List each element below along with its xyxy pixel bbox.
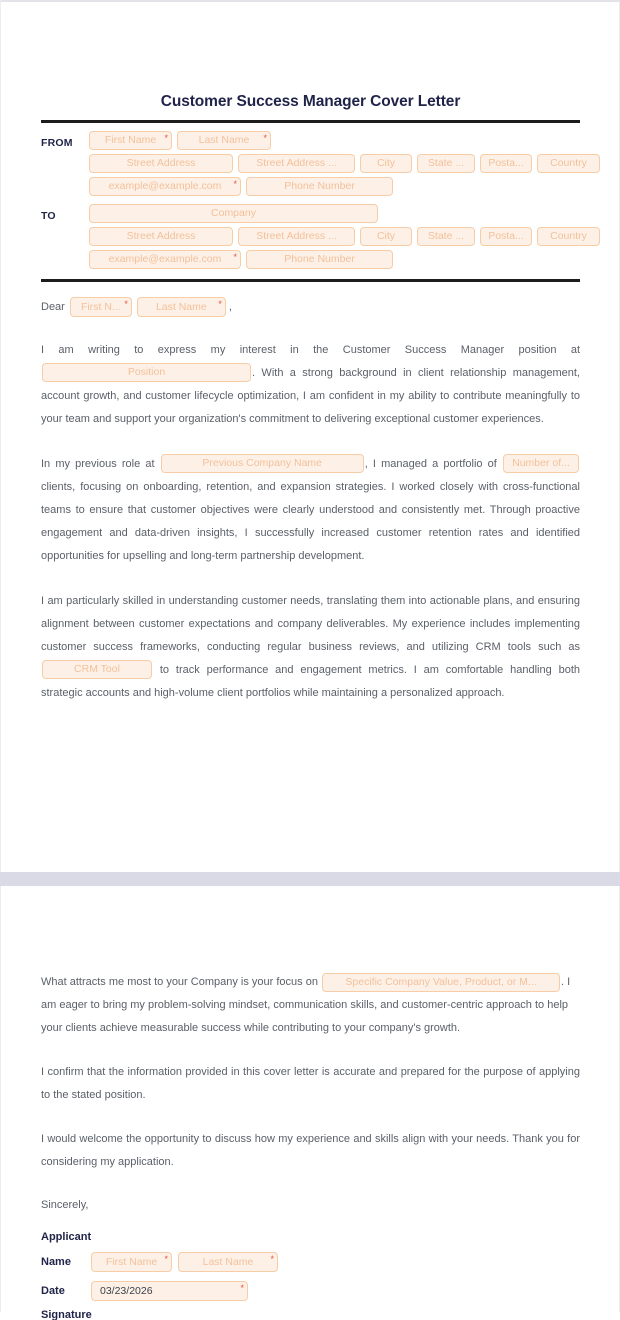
from-street-address-input[interactable]: Street Address xyxy=(89,154,233,173)
to-state-input[interactable]: State ... xyxy=(417,227,475,246)
from-contact-line xyxy=(89,177,600,196)
salutation-line xyxy=(41,282,580,317)
body-paragraph-4 xyxy=(41,886,580,1040)
p2-text-before: In my previous role at xyxy=(41,457,155,470)
to-street-address-2-input[interactable]: Street Address ... xyxy=(238,227,355,246)
required-asterisk-icon: * xyxy=(270,1254,274,1264)
salutation-first-name-input[interactable] xyxy=(70,297,132,317)
to-phone-input[interactable]: Phone Number xyxy=(246,250,393,269)
body-paragraph-5: I confirm that the information provided in this cover letter is accurate and prepared for the purpose of applying to the stated position. xyxy=(41,1066,580,1101)
crm-tool-input[interactable]: CRM Tool xyxy=(42,660,152,679)
from-first-name-placeholder: First Name xyxy=(104,134,157,146)
from-last-name-input[interactable] xyxy=(177,131,271,150)
required-asterisk-icon: * xyxy=(233,178,237,189)
to-fields-stack xyxy=(89,204,600,273)
applicant-signature-row xyxy=(41,1310,580,1320)
applicant-first-name-input[interactable] xyxy=(91,1252,172,1272)
p1-text-after: . With a strong background in client relationship management, account growth, and customer lifecycle optimization, I am confident in my ability to contribute meaningfully to your team and support your organization's commitment to delivering exceptional customer experiences. xyxy=(41,366,580,425)
salutation-greeting: Dear xyxy=(41,300,65,313)
p2-text-mid: , I managed a portfolio of xyxy=(364,457,497,470)
p4-text-before: What attracts me most to your Company is your focus on xyxy=(41,976,318,988)
from-phone-input[interactable]: Phone Number xyxy=(246,177,393,196)
from-row xyxy=(41,131,587,200)
from-postal-code-input[interactable]: Posta... xyxy=(480,154,532,173)
applicant-name-label: Name xyxy=(41,1256,71,1268)
to-company-input[interactable]: Company xyxy=(89,204,378,223)
from-address-block xyxy=(41,123,587,273)
from-city-input[interactable]: City xyxy=(360,154,412,173)
closing-salutation: Sincerely, xyxy=(41,1199,89,1211)
from-email-placeholder: example@example.com xyxy=(108,180,222,192)
to-street-address-input[interactable]: Street Address xyxy=(89,227,233,246)
previous-company-name-input[interactable]: Previous Company Name xyxy=(161,454,364,473)
required-asterisk-icon: * xyxy=(218,298,222,309)
to-row xyxy=(41,204,587,273)
required-asterisk-icon: * xyxy=(124,298,128,309)
page-title: Customer Success Manager Cover Letter xyxy=(160,93,461,110)
salutation-comma: , xyxy=(228,300,232,313)
to-address-line xyxy=(89,227,600,246)
from-first-name-input[interactable] xyxy=(89,131,172,150)
applicant-last-name-input[interactable] xyxy=(178,1252,278,1272)
applicant-date-value: 03/23/2026 xyxy=(100,1285,153,1297)
p2-text-after: clients, focusing on onboarding, retention, and expansion strategies. I worked closely with cross-functional teams to ensure that customer objectives were clearly understood and consistently met. Through proactive engagement and data-driven insights, I successfully increased customer retention rates and identified opportunities for upselling and long-term partnership development. xyxy=(41,480,580,562)
required-asterisk-icon: * xyxy=(164,132,168,143)
to-company-line xyxy=(89,204,600,223)
from-country-input[interactable]: Country xyxy=(537,154,600,173)
applicant-date-row xyxy=(41,1281,580,1301)
body-paragraph-2 xyxy=(41,431,580,568)
body-paragraph-1 xyxy=(41,317,580,431)
applicant-section-title: Applicant xyxy=(41,1231,92,1243)
specific-company-value-input[interactable]: Specific Company Value, Product, or M... xyxy=(322,973,560,992)
salutation-last-name-input[interactable] xyxy=(137,297,226,317)
required-asterisk-icon: * xyxy=(240,1283,244,1293)
p4-text-after: . I am eager to bring my problem-solving mindset, communication skills, and customer-centric approach to help your clients achieve measurable success while contributing to your company's growth. xyxy=(41,976,571,1034)
salutation-last-name-placeholder: Last Name xyxy=(155,300,207,313)
to-email-input[interactable] xyxy=(89,250,241,269)
body-paragraph-3 xyxy=(41,568,580,705)
p1-text-before: I am writing to express my interest in the Customer Success Manager position at xyxy=(41,343,580,356)
page-break-separator xyxy=(0,872,620,886)
p3-text-after: to track performance and engagement metrics. I am comfortable handling both strategic accounts and high-volume client portfolios while maintaining a personalized approach. xyxy=(41,663,580,699)
applicant-date-label: Date xyxy=(41,1285,65,1297)
to-city-input[interactable]: City xyxy=(360,227,412,246)
applicant-signature-label: Signature xyxy=(41,1310,92,1320)
applicant-first-name-placeholder: First Name xyxy=(105,1256,158,1268)
from-street-address-2-input[interactable]: Street Address ... xyxy=(238,154,355,173)
from-address-line xyxy=(89,154,600,173)
to-postal-code-input[interactable]: Posta... xyxy=(480,227,532,246)
to-label: TO xyxy=(41,209,56,222)
page-top-edge xyxy=(1,0,620,2)
from-last-name-placeholder: Last Name xyxy=(198,134,250,146)
to-contact-line xyxy=(89,250,600,269)
applicant-name-row xyxy=(41,1252,580,1272)
p3-text-before: I am particularly skilled in understanding customer needs, translating them into actionable plans, and ensuring alignment between customer expectations and company deliverables. My experience includes implementing customer success frameworks, conducting regular business reviews, and utilizing CRM tools such as xyxy=(41,594,580,653)
from-label: FROM xyxy=(41,136,73,149)
applicant-date-input[interactable] xyxy=(91,1281,248,1301)
number-of-clients-input[interactable]: Number of... xyxy=(503,454,579,473)
applicant-last-name-placeholder: Last Name xyxy=(202,1256,254,1268)
to-country-input[interactable]: Country xyxy=(537,227,600,246)
required-asterisk-icon: * xyxy=(233,251,237,262)
from-email-input[interactable] xyxy=(89,177,241,196)
required-asterisk-icon: * xyxy=(164,1254,168,1264)
from-state-input[interactable]: State ... xyxy=(417,154,475,173)
to-email-placeholder: example@example.com xyxy=(108,253,222,265)
from-name-line xyxy=(89,131,600,150)
position-input[interactable]: Position xyxy=(42,363,251,382)
salutation-first-name-placeholder: First N... xyxy=(81,300,121,313)
body-paragraph-6: I would welcome the opportunity to discuss how my experience and skills align with your needs. Thank you for considering my application. xyxy=(41,1133,580,1168)
from-fields-stack xyxy=(89,131,600,200)
required-asterisk-icon: * xyxy=(263,132,267,143)
document-page-two xyxy=(0,886,620,1320)
